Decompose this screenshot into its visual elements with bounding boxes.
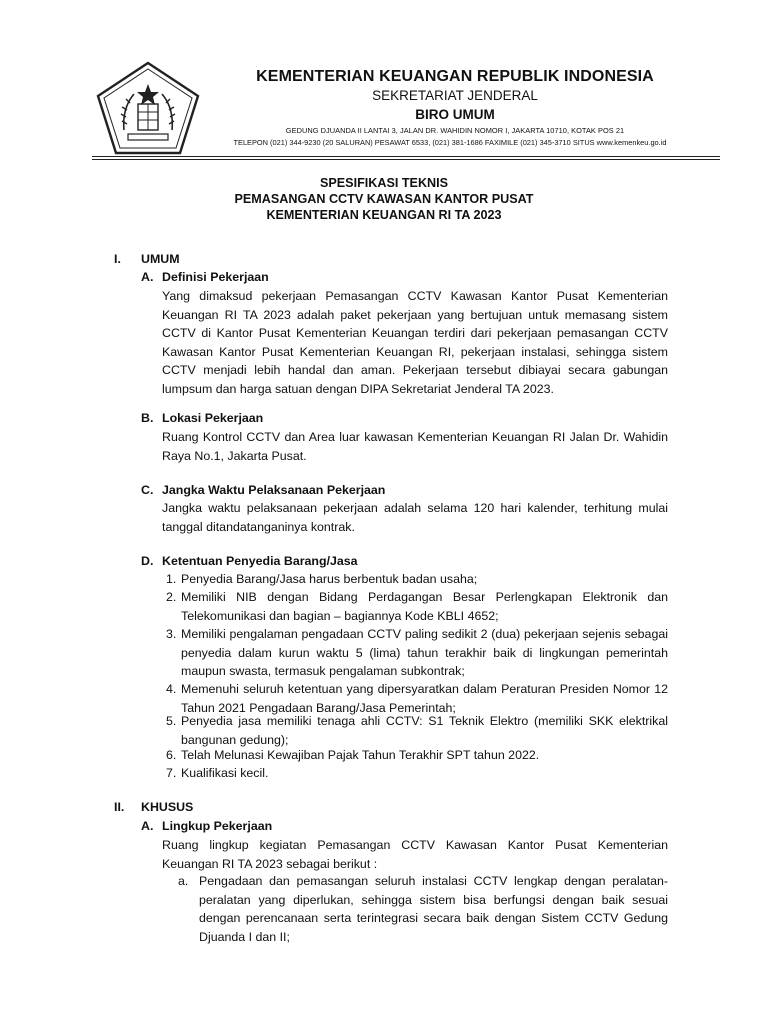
- scope-paragraph: Ruang lingkup kegiatan Pemasangan CCTV Kawasan Kantor Pusat Kementerian Keuangan RI TA 2023 sebagai berikut :: [162, 838, 668, 871]
- letterhead-rule-thick: [92, 156, 720, 157]
- secretariat-name: SEKRETARIAT JENDERAL: [372, 88, 538, 103]
- list-item-number: 1.: [166, 572, 177, 586]
- subsection-letter: A.: [141, 819, 154, 833]
- letterhead-rule-thin: [92, 159, 720, 160]
- location-paragraph: Ruang Kontrol CCTV dan Area luar kawasan Kementerian Keuangan RI Jalan Dr. Wahidin Raya No.1, Jakarta Pusat.: [162, 430, 668, 463]
- document-title-line: PEMASANGAN CCTV KAWASAN KANTOR PUSAT: [234, 192, 534, 206]
- list-item-number: 3.: [166, 627, 177, 641]
- subsection-heading: Ketentuan Penyedia Barang/Jasa: [162, 554, 358, 568]
- document-title-line: KEMENTERIAN KEUANGAN RI TA 2023: [266, 208, 502, 222]
- list-item: Kualifikasi kecil.: [181, 766, 269, 780]
- subsection-heading: Lokasi Pekerjaan: [162, 411, 264, 425]
- list-item: Telah Melunasi Kewajiban Pajak Tahun Terakhir SPT tahun 2022.: [181, 748, 540, 762]
- list-item-number: 7.: [166, 766, 177, 780]
- office-contact: TELEPON (021) 344-9230 (20 SALURAN) PESAWAT 6533, (021) 381-1686 FAXIMILE (021) 345-3710 SITUS www.kemenkeu.go.id: [233, 138, 667, 147]
- ministry-title: KEMENTERIAN KEUANGAN REPUBLIK INDONESIA: [256, 68, 654, 85]
- list-item-number: 5.: [166, 714, 177, 728]
- list-item-number: 2.: [166, 590, 177, 604]
- subsection-heading: Jangka Waktu Pelaksanaan Pekerjaan: [162, 483, 386, 497]
- bureau-name: BIRO UMUM: [415, 107, 495, 122]
- list-item: Pengadaan dan pemasangan seluruh instalasi CCTV lengkap dengan peralatan-peralatan yang diperlukan, sehingga sistem bisa berfungsi dengan baik sesuai dengan perencanaan serta terintegrasi secara baik dengan Sistem CCTV Gedung Djuanda I dan II;: [199, 874, 668, 944]
- subsection-letter: D.: [141, 554, 154, 568]
- subsection-letter: B.: [141, 411, 154, 425]
- list-item-number: 4.: [166, 682, 177, 696]
- list-item-number: 6.: [166, 748, 177, 762]
- subsection-letter: C.: [141, 483, 154, 497]
- subsection-letter: A.: [141, 270, 154, 284]
- document-title-line: SPESIFIKASI TEKNIS: [319, 176, 449, 190]
- list-item: Penyedia jasa memiliki tenaga ahli CCTV: S1 Teknik Elektro (memiliki SKK elektrikal bangunan gedung);: [181, 714, 668, 747]
- document-title: [100, 175, 668, 223]
- duration-paragraph: Jangka waktu pelaksanaan pekerjaan adalah selama 120 hari kalender, terhitung mulai tanggal ditandatanganinya kontrak.: [162, 501, 668, 534]
- list-item: Memenuhi seluruh ketentuan yang dipersyaratkan dalam Peraturan Presiden Nomor 12 Tahun 2021 Pengadaan Barang/Jasa Pemerintah;: [181, 682, 668, 715]
- office-address: GEDUNG DJUANDA II LANTAI 3, JALAN DR. WAHIDIN NOMOR I, JAKARTA 10710, KOTAK POS 21: [285, 126, 625, 135]
- section-heading: UMUM: [141, 252, 180, 266]
- subsection-heading: Definisi Pekerjaan: [162, 270, 269, 284]
- list-item-label: a.: [178, 874, 189, 888]
- section-heading: KHUSUS: [141, 800, 194, 814]
- section-number: II.: [114, 800, 125, 814]
- definition-paragraph: Yang dimaksud pekerjaan Pemasangan CCTV Kawasan Kantor Pusat Kementerian Keuangan RI TA 2023 adalah paket pekerjaan yang bertujuan untuk memasang sistem CCTV di Kantor Pusat Kementerian Keuangan terdiri dari pekerjaan pemasangan CCTV Kawasan Kantor Pusat Kementerian Keuangan RI, pekerjaan instalasi, sehingga sistem CCTV menjadi lebih handal dan aman. Pekerjaan tersebut dibiayai secara gabungan lumpsum dan harga satuan dengan DIPA Sekretariat Jenderal TA 2023.: [162, 289, 668, 396]
- list-item: Penyedia Barang/Jasa harus berbentuk badan usaha;: [181, 572, 478, 586]
- subsection-heading: Lingkup Pekerjaan: [162, 819, 273, 833]
- section-number: I.: [114, 252, 121, 266]
- list-item: Memiliki NIB dengan Bidang Perdagangan Besar Perlengkapan Elektronik dan Telekomunikasi dan bagian – bagiannya Kode KBLI 4652;: [181, 590, 668, 623]
- list-item: Memiliki pengalaman pengadaan CCTV paling sedikit 2 (dua) pekerjaan sejenis sebagai penyedia dalam kurun waktu 5 (lima) tahun terakhir baik di lingkungan pemerintah maupun swasta, termasuk pengalaman subkontrak;: [181, 627, 668, 678]
